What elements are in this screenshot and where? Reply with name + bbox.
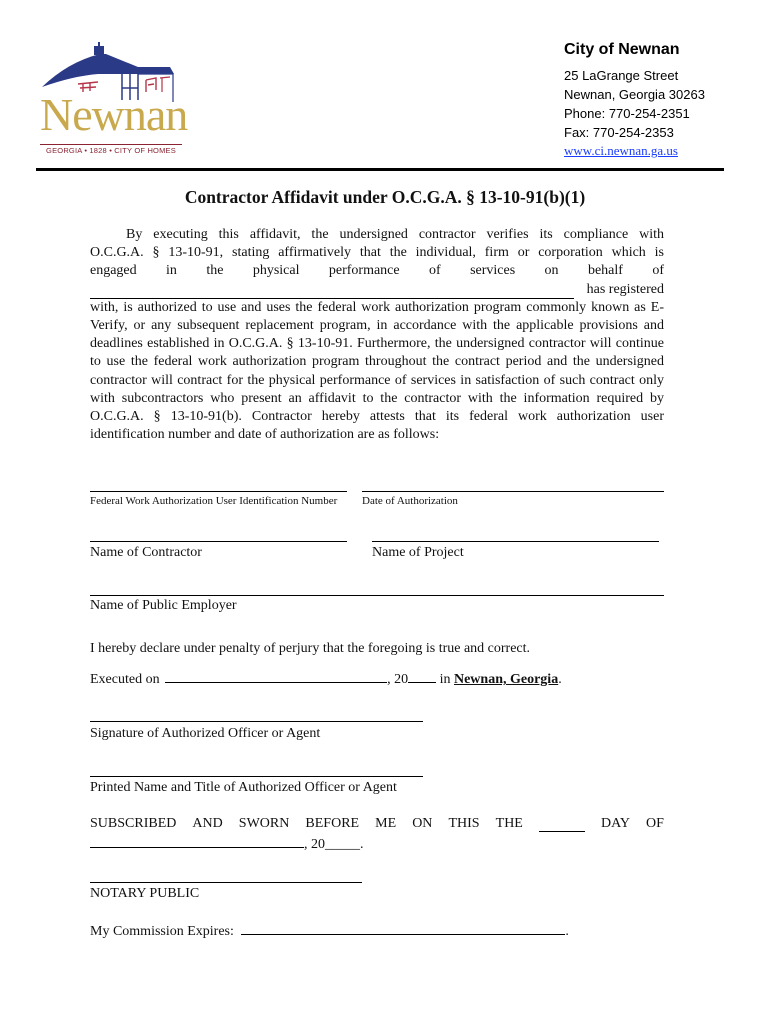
city-address-block	[564, 40, 705, 160]
fw-auth-id-label: Federal Work Authorization User Identification Number	[90, 495, 338, 507]
document-title: Contractor Affidavit under O.C.G.A. § 13-10-91(b)(1)	[184, 187, 586, 207]
signature-line[interactable]	[90, 721, 423, 722]
para-line-4	[90, 281, 664, 299]
contractor-entity-blank[interactable]	[90, 282, 574, 299]
word: services	[470, 263, 516, 279]
date-auth-label: Date of Authorization	[362, 495, 458, 507]
date-auth-line[interactable]	[362, 491, 664, 492]
para-rest: with, is authorized to use and uses the federal work authorization program commonly known as E-Verify, or any subsequent replacement program, in accordance with the applicable provisions and deadlines established in O.C.G.A. § 13-10-91. Furthermore, the undersigned contractor will continue to use the federal work authorization program throughout the contract period and the undersigned contractor will contract for the physical performance of services in satisfaction of such contract only with subcontractors who present an affidavit to the contractor with the information required by O.C.G.A. § 13-10-91(b). Contractor hereby attests that its federal work authorization user identification number and date of authorization are as follows:	[90, 299, 664, 443]
period: .	[565, 924, 569, 939]
logo-wordmark: Newnan	[40, 89, 188, 140]
execution-location: Newnan, Georgia	[453, 672, 559, 687]
executed-on-row	[90, 670, 562, 688]
sworn-year: , 20_____.	[304, 837, 364, 852]
word: performance	[328, 263, 400, 279]
word: THIS	[448, 816, 480, 831]
word: of	[652, 263, 664, 279]
executed-on-label: Executed on	[90, 672, 160, 687]
contractor-name-label: Name of Contractor	[90, 545, 202, 560]
fw-auth-id-line[interactable]	[90, 491, 347, 492]
word: BEFORE	[305, 816, 360, 831]
printed-name-line[interactable]	[90, 776, 423, 777]
word: SWORN	[238, 816, 290, 831]
period: .	[558, 672, 562, 687]
notary-signature-line[interactable]	[90, 882, 362, 883]
has-registered-text: has registered	[586, 281, 664, 297]
executed-date-blank[interactable]	[165, 670, 387, 683]
phone-number: Phone: 770-254-2351	[564, 106, 690, 121]
word: DAY	[600, 816, 630, 831]
notary-public-label: NOTARY PUBLIC	[90, 886, 200, 901]
executed-year-blank[interactable]	[408, 670, 436, 683]
word: THE	[495, 816, 523, 831]
printed-name-label: Printed Name and Title of Authorized Officer or Agent	[90, 780, 397, 795]
subscribed-sworn-row	[90, 816, 664, 832]
public-employer-label: Name of Public Employer	[90, 598, 237, 613]
city-state-zip: Newnan, Georgia 30263	[564, 87, 705, 102]
fax-number: Fax: 770-254-2353	[564, 125, 674, 140]
sworn-month-blank[interactable]	[90, 835, 304, 848]
city-name: City of Newnan	[564, 41, 680, 58]
word: the	[206, 263, 224, 279]
commission-label: My Commission Expires:	[90, 924, 234, 939]
contractor-name-line[interactable]	[90, 541, 347, 542]
street-address: 25 LaGrange Street	[564, 68, 679, 83]
word: ON	[412, 816, 433, 831]
year-prefix: , 20	[387, 672, 409, 687]
project-name-label: Name of Project	[372, 545, 464, 560]
logo-tagline: GEORGIA • 1828 • CITY OF HOMES	[40, 144, 182, 157]
para-line-2: O.C.G.A. § 13-10-91, stating affirmatively that the individual, firm or corporation which is	[90, 245, 664, 261]
project-name-line[interactable]	[372, 541, 659, 542]
word: ME	[375, 816, 397, 831]
word: AND	[192, 816, 223, 831]
website-link[interactable]: www.ci.newnan.ga.us	[564, 143, 678, 158]
word: of	[429, 263, 441, 279]
sworn-month-row	[90, 835, 364, 853]
affidavit-body	[90, 226, 664, 444]
word: engaged	[90, 263, 137, 279]
word: on	[544, 263, 559, 279]
header-divider	[36, 168, 724, 171]
word: OF	[646, 816, 664, 831]
para-line-3	[90, 262, 664, 280]
para-line-1: By executing this affidavit, the undersigned contractor verifies its compliance with	[126, 227, 664, 242]
sworn-day-blank[interactable]	[539, 819, 585, 832]
word: SUBSCRIBED	[90, 816, 177, 831]
in-text: in	[439, 672, 451, 687]
word: physical	[252, 263, 300, 279]
commission-row	[90, 922, 569, 940]
signature-label: Signature of Authorized Officer or Agent	[90, 726, 321, 741]
perjury-statement: I hereby declare under penalty of perjury that the foregoing is true and correct.	[90, 641, 531, 656]
public-employer-line[interactable]	[90, 595, 664, 596]
commission-expires-blank[interactable]	[241, 922, 565, 935]
word: in	[166, 263, 177, 279]
word: behalf	[587, 263, 623, 279]
